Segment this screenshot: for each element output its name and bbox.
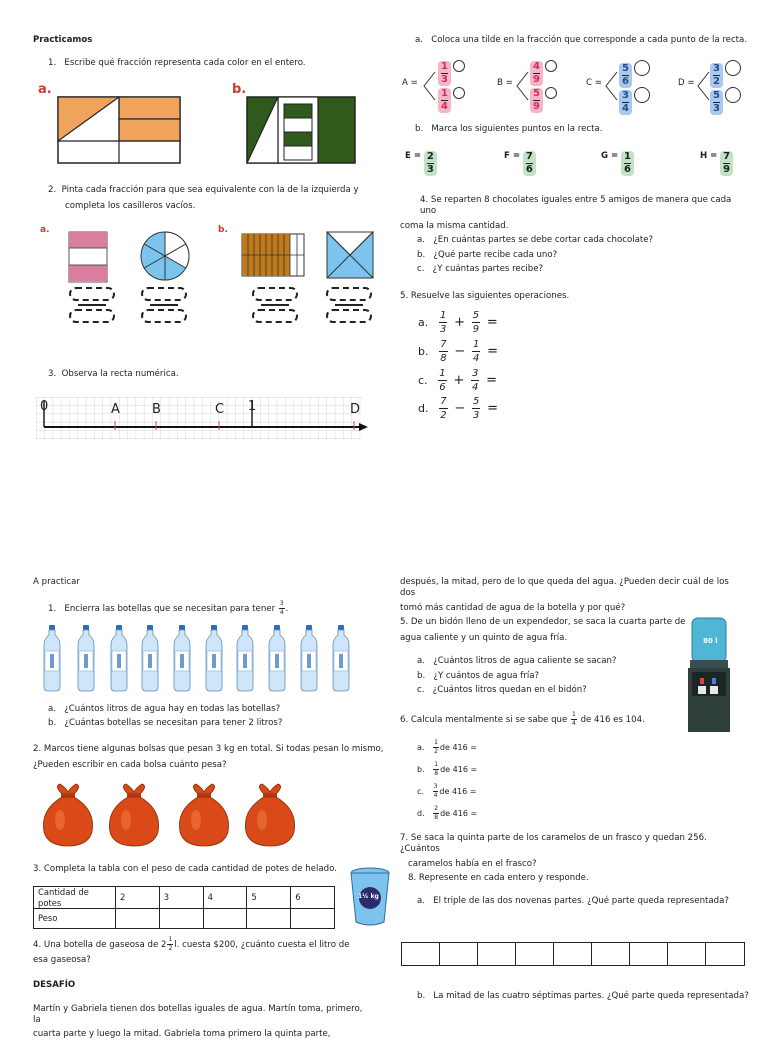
bq4-text: 4. Una botella de gaseosa de 2 $\frac{1}{2}$ l. cuesta $200, ¿cuánto cuesta el litro de esa gaseosa? (33, 936, 350, 965)
desafio-title: DESAFÍO (33, 980, 76, 990)
bq1-text: 1. Encierra las botellas que se necesitan para tener $\frac{3}{4}$ . (48, 600, 289, 616)
bq8b-text: b. La mitad de las cuatro séptimas partes. ¿Qué parte queda representada? (417, 991, 749, 1001)
fraction-choice[interactable]: $\frac{4}{9}$ (530, 60, 557, 86)
mark-d: D (350, 402, 361, 417)
mark-g: G = $\frac{1}{6}$ (601, 151, 634, 176)
dispenser-label: 80 l (703, 637, 718, 645)
point-c-label: C = (586, 78, 602, 88)
fraction-figure-b (246, 96, 356, 164)
bq7-text: 7. Se saca la quinta parte de los caramelos de un frasco y quedan 256. ¿Cuántos caramelos había en el frasco? (400, 833, 707, 870)
answer-box-1[interactable] (69, 287, 115, 323)
q5-title: 5. Resuelve las siguientes operaciones. (400, 291, 570, 301)
blue-circle (139, 228, 191, 284)
bq2-text: 2. Marcos tiene algunas bolsas que pesan 3 kg en total. Si todas pesan lo mismo, ¿Pueden escribir en cada bolsa cuánto pesa? (33, 744, 384, 770)
op-a: a. $\frac{1}{3}$ + $\frac{5}{9}$ = (418, 310, 498, 335)
qa-text: a. Coloca una tilde en la fracción que corresponde a cada punto de la recta. (415, 35, 748, 45)
mark-e: E = $\frac{2}{3}$ (405, 151, 437, 176)
fraction-choice[interactable]: $\frac{5}{9}$ (530, 87, 557, 113)
mark-0: 0 (40, 399, 49, 414)
pot-label: 1¼ kg (358, 893, 379, 900)
bq1-items: a. ¿Cuántos litros de agua hay en todas las botellas? b. ¿Cuántas botellas se necesitan para tener 2 litros? (48, 704, 283, 728)
answer-box-3[interactable] (252, 287, 298, 323)
whole-grid[interactable] (401, 942, 745, 966)
bq3-title: 3. Completa la tabla con el peso de cada cantidad de potes de helado. (33, 864, 337, 874)
answer-box-2[interactable] (141, 287, 187, 323)
q1-text: 1. Escribe qué fracción representa cada color en el entero. (48, 58, 306, 68)
bq5-items: a. ¿Cuántos litros de agua caliente se sacan? b. ¿Y cuántos de agua fría? c. ¿Cuántos litros quedan en el bidón? (417, 656, 617, 696)
point-a-label: A = (402, 78, 418, 88)
bags-row (36, 780, 306, 848)
potes-table (33, 886, 335, 929)
op-b: b. $\frac{7}{8}$ − $\frac{1}{4}$ = (418, 339, 498, 364)
fraction-choice[interactable]: $\frac{1}{3}$ (438, 60, 465, 86)
qb-text: b. Marca los siguientes puntos en la recta. (415, 124, 603, 134)
point-d-label: D = (678, 78, 695, 88)
bq6-items: a. $\frac{1}{2}$ de 416 = b. $\frac{1}{8}$ de 416 = c. $\frac{3}{4}$ de 416 = d. $\frac{2}{8}$ de 416 = (417, 739, 478, 821)
q1-b-label: b. (232, 82, 247, 97)
bottles-row (36, 624, 354, 692)
fraction-figure-a (57, 96, 181, 164)
fraction-choice[interactable]: $\frac{5}{3}$ (710, 87, 741, 115)
mark-1: 1 (248, 399, 257, 414)
water-dispenser (686, 616, 732, 734)
q1-a-label: a. (38, 82, 52, 97)
q4-text: 4. Se reparten 8 chocolates iguales entre 5 amigos de manera que cada uno coma la misma cantidad. (400, 195, 732, 232)
q2-a-label: a. (40, 225, 50, 235)
mark-a: A (111, 402, 120, 417)
mark-f: F = $\frac{7}{6}$ (504, 151, 536, 176)
fraction-choice[interactable]: $\frac{1}{4}$ (438, 87, 465, 113)
bq8-text: 8. Represente en cada entero y responde. (408, 873, 589, 883)
blue-square (326, 231, 374, 279)
q4-items: a. ¿En cuántas partes se debe cortar cada chocolate? b. ¿Qué parte recibe cada uno? c. ¿Y cuántas partes recibe? (417, 235, 654, 275)
q2-b-label: b. (218, 225, 228, 235)
op-c: c. $\frac{1}{6}$ + $\frac{3}{4}$ = (418, 368, 498, 393)
pink-bar (68, 231, 108, 283)
desafio-continued: después, la mitad, pero de lo que queda del agua. ¿Pueden decir cuál de los dos tomó más cantidad de agua de la botella y por qué? (400, 577, 729, 614)
bottom-title: A practicar (33, 577, 80, 587)
mark-h: H = $\frac{7}{9}$ (700, 151, 733, 176)
points-row (402, 60, 747, 112)
bq8a-text: a. El triple de las dos novenas partes. ¿Qué parte queda representada? (417, 896, 729, 906)
brown-bars (241, 233, 305, 277)
mark-b: B (152, 402, 161, 417)
q3-text: 3. Observa la recta numérica. (48, 369, 179, 379)
q2-text: 2. Pinta cada fracción para que sea equivalente con la de la izquierda y completa los casilleros vacíos. (48, 185, 359, 211)
bq6-text: 6. Calcula mentalmente si se sabe que $\frac{1}{4}$ de 416 es 104. (400, 711, 645, 727)
table-row: Peso (34, 909, 335, 929)
top-title: Practicamos (33, 35, 93, 45)
answer-box-4[interactable] (326, 287, 372, 323)
fraction-choice[interactable]: $\frac{3}{2}$ (710, 60, 741, 88)
op-d: d. $\frac{7}{2}$ − $\frac{5}{3}$ = (418, 396, 498, 421)
table-row: Cantidad de potes 2 3 4 5 6 (34, 887, 335, 909)
mark-c: C (215, 402, 225, 417)
number-line (36, 397, 370, 439)
point-b-label: B = (497, 78, 513, 88)
bq5-text: 5. De un bidón lleno de un expendedor, se saca la cuarta parte de agua caliente y un quinto de agua fría. (400, 617, 686, 643)
desafio-text: Martín y Gabriela tienen dos botellas iguales de agua. Martín toma, primero, la cuarta parte y luego la mitad. Gabriela toma primero la quinta parte, (33, 1004, 363, 1040)
fraction-choice[interactable]: $\frac{3}{4}$ (619, 87, 650, 115)
fraction-choice[interactable]: $\frac{5}{6}$ (619, 60, 650, 88)
